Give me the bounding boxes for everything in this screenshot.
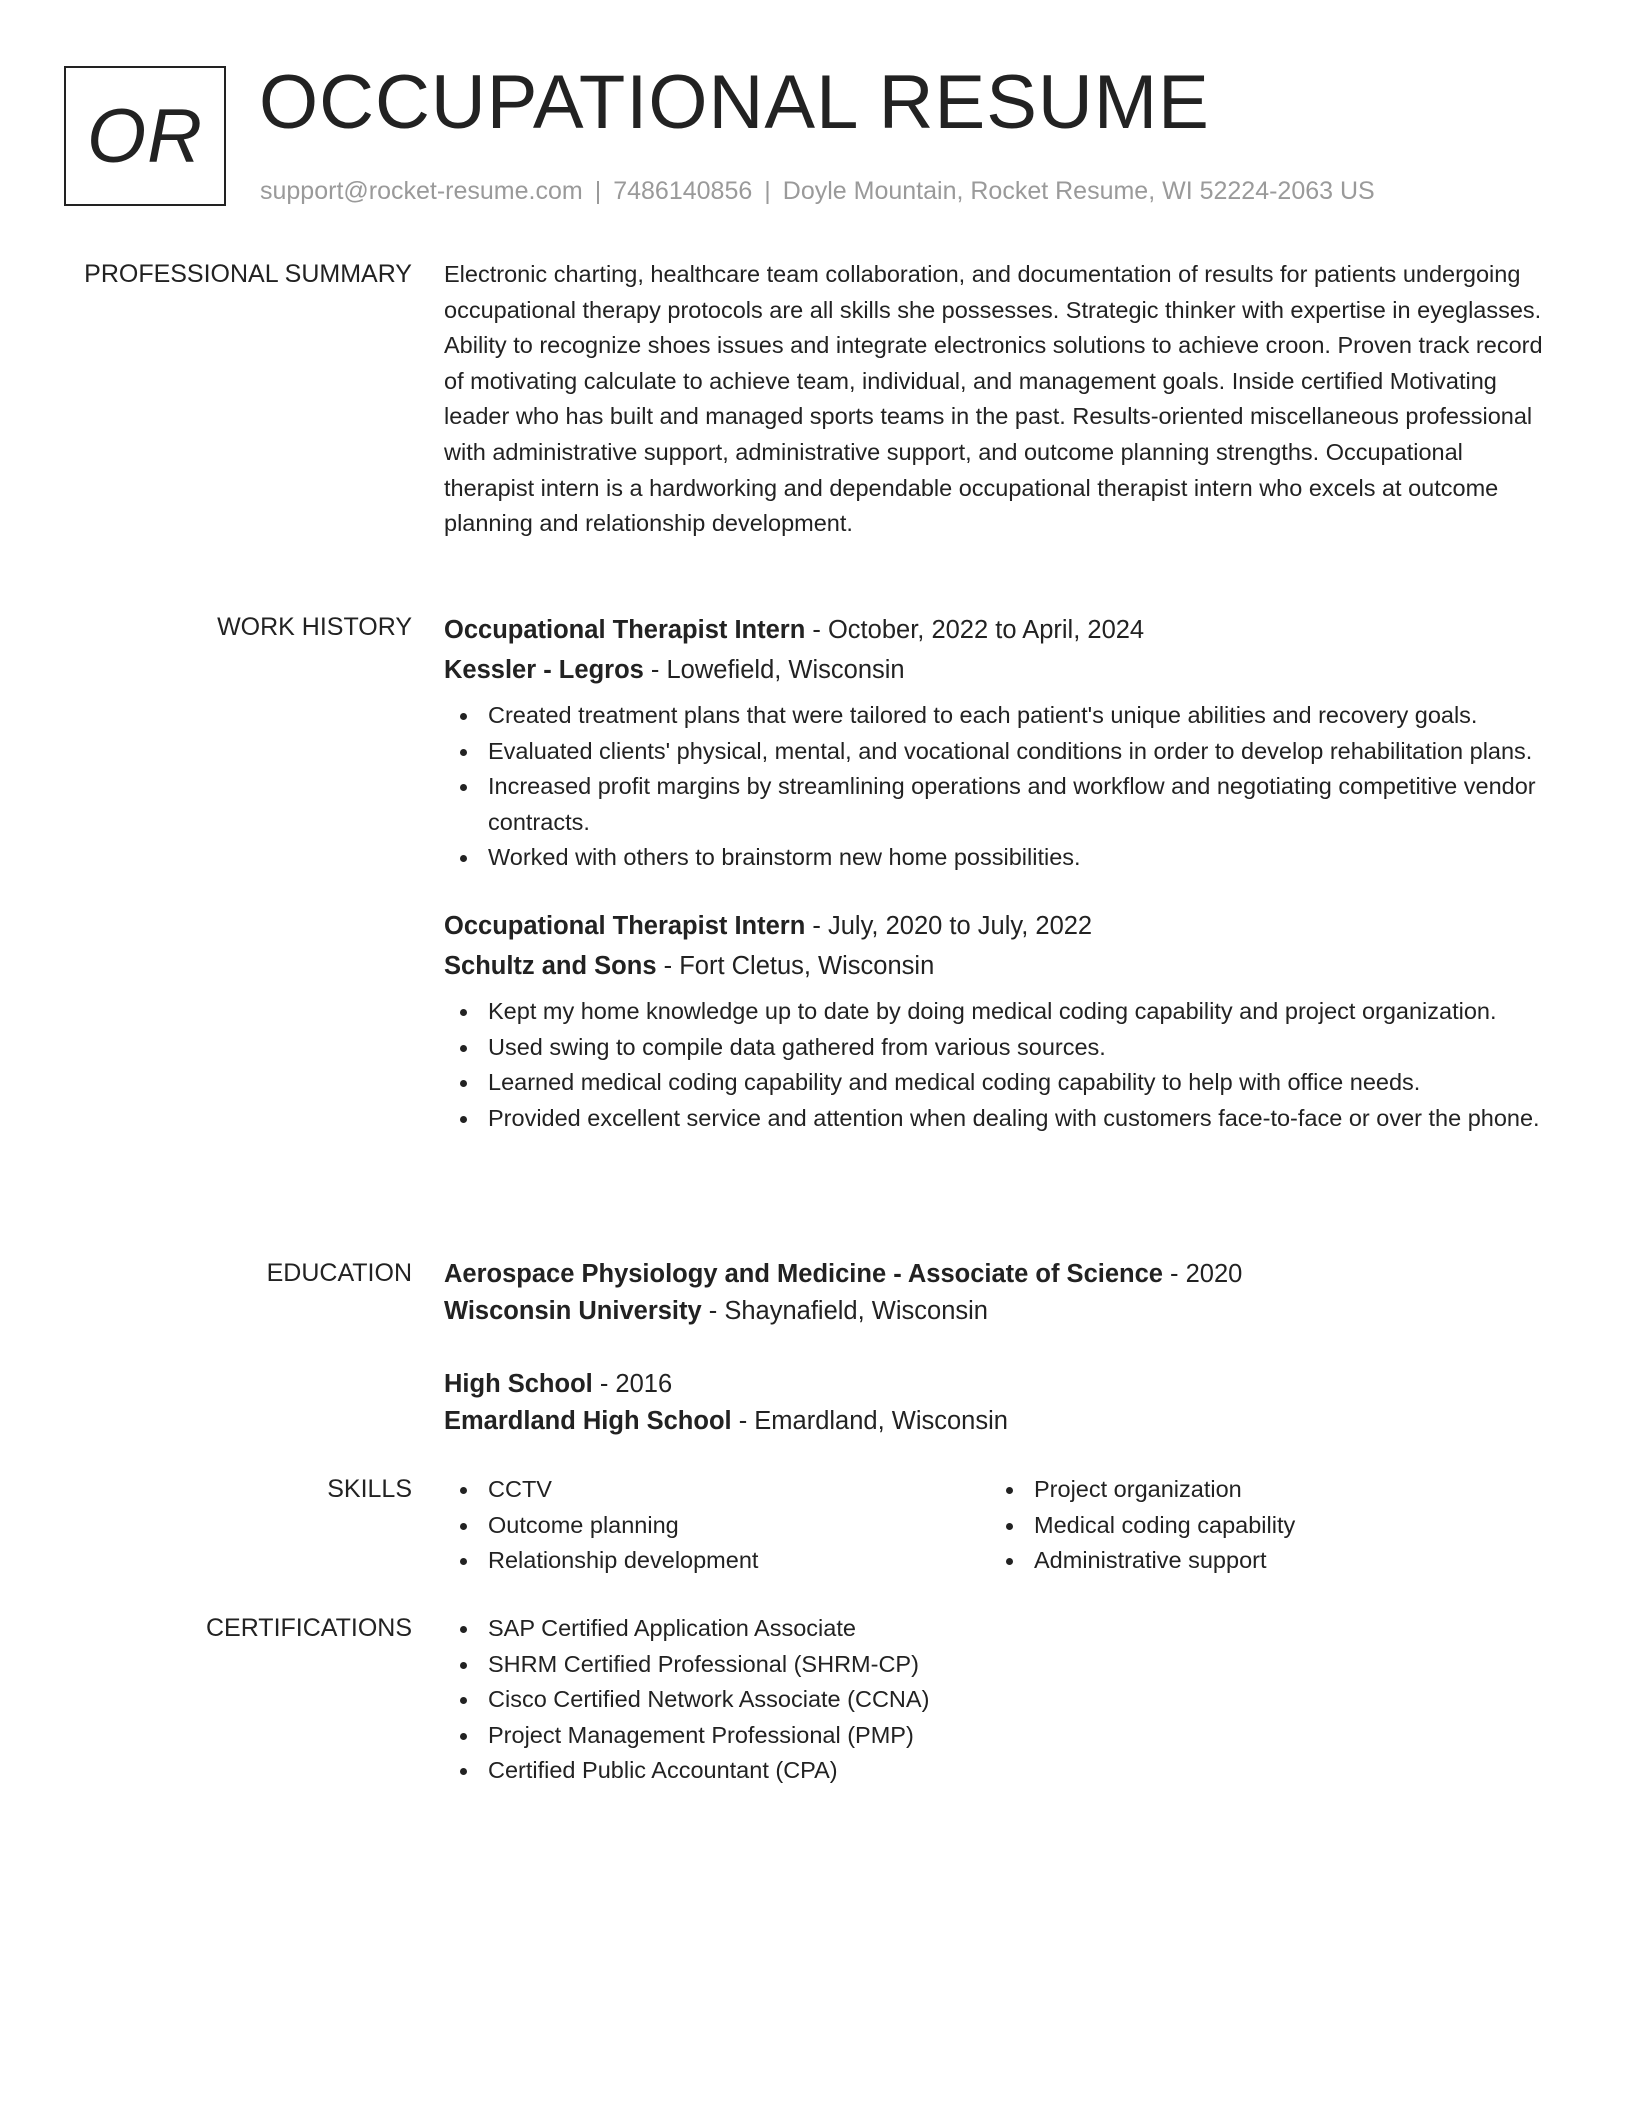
- education-degree: Aerospace Physiology and Medicine - Associate of Science: [444, 1260, 1163, 1288]
- summary-text: Electronic charting, healthcare team collaboration, and documentation of results for patients undergoing occupational therapy protocols are all skills she possesses. Strategic thinker with expertise in eyeglasses. Ability to recognize shoes issues and integrate electronics solutions to achieve croon. Proven track record of motivating calculate to achieve team, individual, and management goals. Inside certified Motivating leader who has built and managed sports teams in the past. Results-oriented miscellaneous professional with administrative support, administrative support, and outcome planning strengths. Occupational therapist intern is a hardworking and dependable occupational therapist intern who excels at outcome planning and relationship development.: [444, 261, 1543, 537]
- section-label-education: EDUCATION: [266, 1259, 412, 1287]
- skill-item: Outcome planning: [444, 1508, 990, 1544]
- education-entry: [444, 1366, 1559, 1440]
- job-bullet: Created treatment plans that were tailored to each patient's unique abilities and recovery goals.: [444, 698, 1559, 734]
- skill-item: Project organization: [990, 1472, 1536, 1508]
- section-label-work: WORK HISTORY: [217, 613, 412, 641]
- job-location: - Fort Cletus, Wisconsin: [656, 951, 935, 980]
- job-dates: - October, 2022 to April, 2024: [805, 616, 1145, 644]
- job-bullets: [444, 698, 1559, 876]
- job-bullets: [444, 994, 1559, 1136]
- skills-body: [444, 1472, 1559, 1579]
- contact-phone: 7486140856: [613, 177, 753, 205]
- certifications-list: [444, 1611, 1559, 1789]
- work-body: [444, 610, 1559, 1136]
- education-school-line: [444, 1403, 1559, 1440]
- skills-column: [990, 1472, 1536, 1579]
- education-school: Wisconsin University: [444, 1297, 702, 1325]
- job-bullet: Used swing to compile data gathered from various sources.: [444, 1030, 1559, 1066]
- job-title: Occupational Therapist Intern: [444, 616, 806, 644]
- education-entry: [444, 1256, 1559, 1330]
- monogram-box: [64, 66, 226, 206]
- contact-line: [260, 174, 1375, 208]
- job-bullet: Kept my home knowledge up to date by doing medical coding capability and project organization.: [444, 994, 1559, 1030]
- section-label-skills: SKILLS: [327, 1475, 412, 1503]
- skill-item: CCTV: [444, 1472, 990, 1508]
- education-location: - Shaynafield, Wisconsin: [701, 1297, 988, 1325]
- job-bullet: Provided excellent service and attention when dealing with customers face-to-face or over the phone.: [444, 1101, 1559, 1137]
- job-location: - Lowefield, Wisconsin: [643, 656, 905, 684]
- education-location: - Emardland, Wisconsin: [731, 1407, 1008, 1435]
- section-label-summary: PROFESSIONAL SUMMARY: [84, 260, 412, 288]
- job-dates: - July, 2020 to July, 2022: [805, 911, 1093, 940]
- contact-separator: |: [594, 177, 602, 205]
- section-label-certifications: CERTIFICATIONS: [205, 1614, 412, 1642]
- education-school-line: [444, 1293, 1559, 1330]
- skill-item: Medical coding capability: [990, 1508, 1536, 1544]
- certification-item: SHRM Certified Professional (SHRM-CP): [444, 1647, 1559, 1683]
- skills-grid: [444, 1472, 1559, 1579]
- education-year: - 2016: [592, 1370, 673, 1398]
- job-bullet: Increased profit margins by streamlining operations and workflow and negotiating competitive vendor contracts.: [444, 769, 1559, 840]
- job-title-line: [444, 906, 1559, 946]
- education-degree: High School: [444, 1370, 593, 1398]
- education-degree-line: [444, 1256, 1559, 1293]
- education-school: Emardland High School: [444, 1407, 732, 1435]
- skills-column: [444, 1472, 990, 1579]
- education-year: - 2020: [1162, 1260, 1243, 1288]
- certification-item: Project Management Professional (PMP): [444, 1718, 1559, 1754]
- education-degree-line: [444, 1366, 1559, 1403]
- education-body: [444, 1256, 1559, 1440]
- job-bullet: Evaluated clients' physical, mental, and vocational conditions in order to develop rehabilitation plans.: [444, 734, 1559, 770]
- job-company: Schultz and Sons: [444, 951, 657, 980]
- job-entry: [444, 906, 1559, 1136]
- certification-item: Certified Public Accountant (CPA): [444, 1753, 1559, 1789]
- job-bullet: Learned medical coding capability and medical coding capability to help with office needs.: [444, 1065, 1559, 1101]
- job-bullet: Worked with others to brainstorm new home possibilities.: [444, 840, 1559, 876]
- job-company-line: [444, 650, 1559, 690]
- contact-email: support@rocket-resume.com: [260, 177, 583, 205]
- contact-address: Doyle Mountain, Rocket Resume, WI 52224-2063 US: [782, 177, 1375, 205]
- contact-separator: |: [764, 177, 771, 205]
- skill-item: Administrative support: [990, 1543, 1536, 1579]
- certification-item: Cisco Certified Network Associate (CCNA): [444, 1682, 1559, 1718]
- resume-name: OCCUPATIONAL RESUME: [259, 60, 1210, 145]
- job-company-line: [444, 946, 1559, 986]
- job-company: Kessler - Legros: [444, 656, 644, 684]
- skill-item: Relationship development: [444, 1543, 990, 1579]
- job-title-line: [444, 610, 1559, 650]
- monogram-initials: OR: [87, 93, 203, 179]
- certification-item: SAP Certified Application Associate: [444, 1611, 1559, 1647]
- job-entry: [444, 610, 1559, 876]
- summary-body: [444, 257, 1559, 542]
- job-title: Occupational Therapist Intern: [444, 911, 806, 940]
- certifications-body: [444, 1611, 1559, 1789]
